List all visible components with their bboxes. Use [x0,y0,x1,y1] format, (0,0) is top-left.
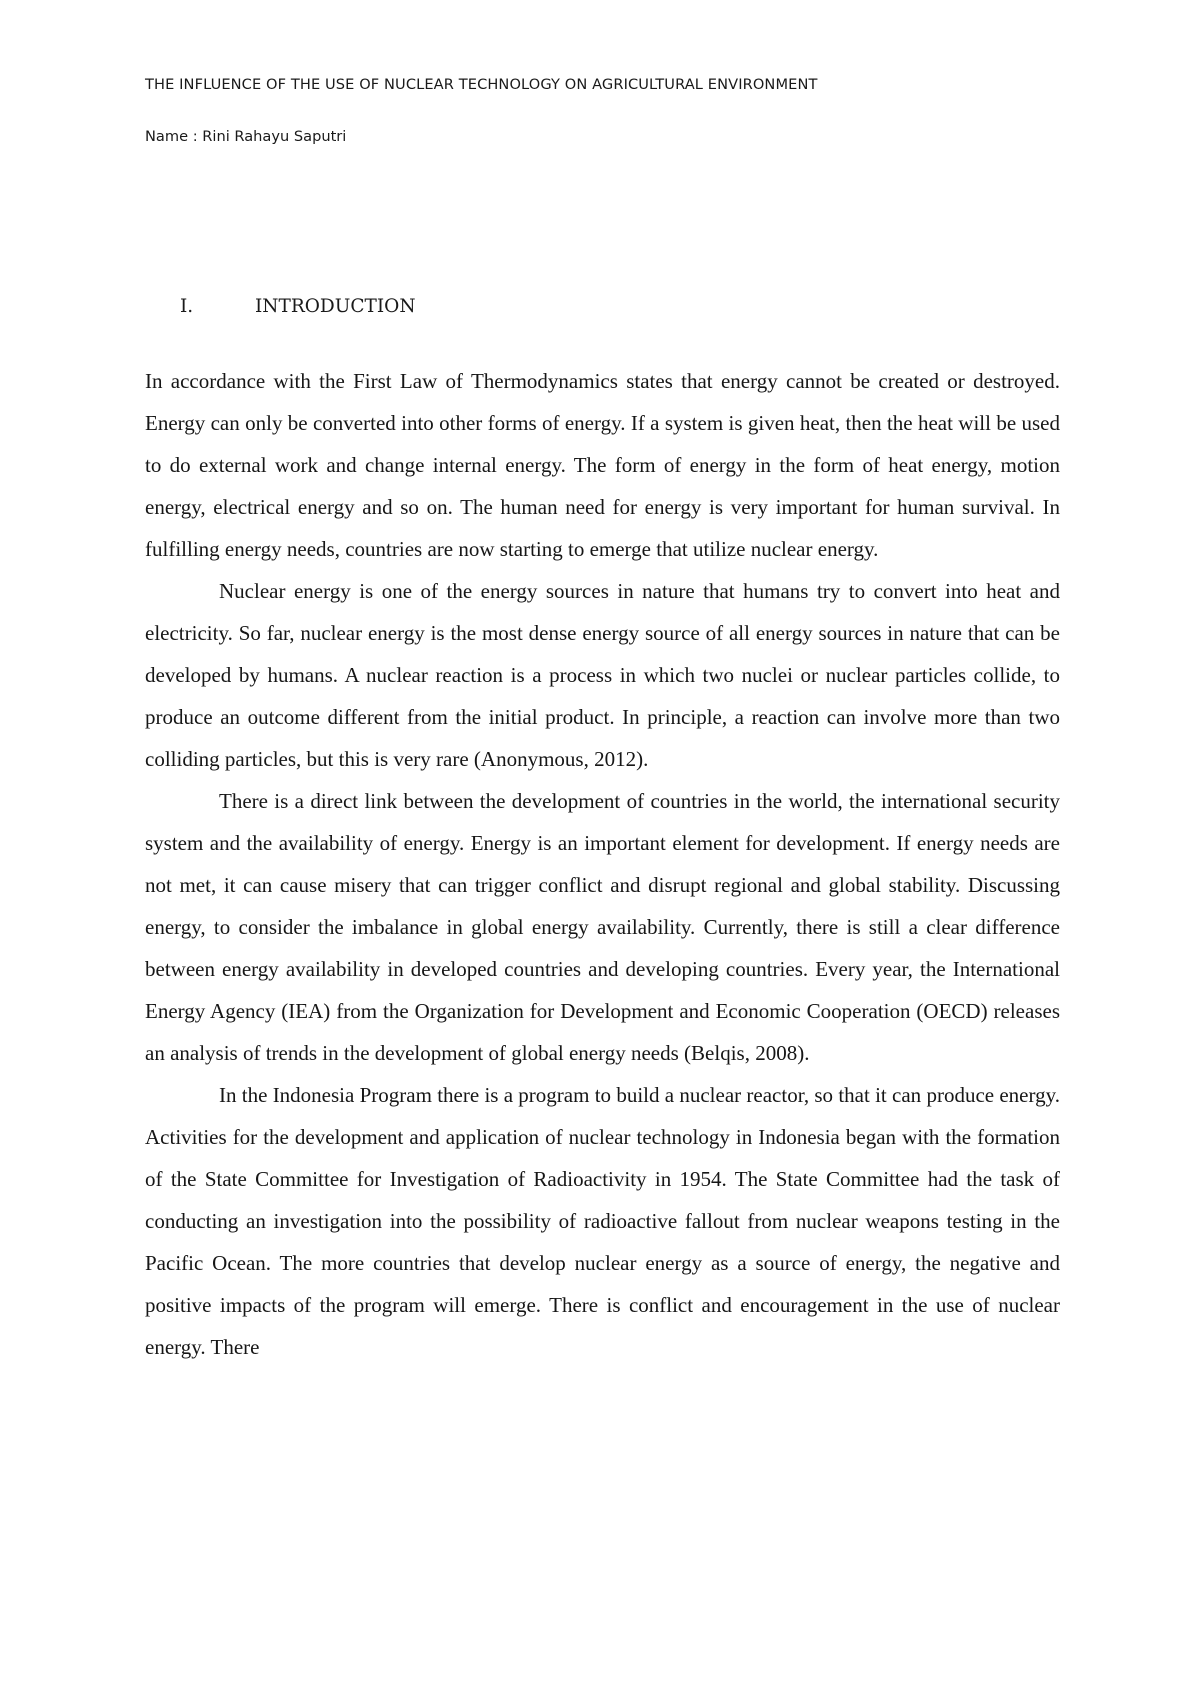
section-number: I. [180,296,194,317]
paragraph-3: There is a direct link between the development of countries in the world, the international security system and the availability of energy. Energy is an important element for development. If energy needs are not met, it can cause misery that can trigger conflict and disrupt regional and global stability. Discussing energy, to consider the imbalance in global energy availability. Currently, there is still a clear difference between energy availability in developed countries and developing countries. Every year, the International Energy Agency (IEA) from the Organization for Development and Economic Cooperation (OECD) releases an analysis of trends in the development of global energy needs (Belqis, 2008). [145,789,1060,1065]
section-heading [180,296,416,317]
paragraph-2: Nuclear energy is one of the energy sources in nature that humans try to convert into heat and electricity. So far, nuclear energy is the most dense energy source of all energy sources in nature that can be developed by humans. A nuclear reaction is a process in which two nuclei or nuclear particles collide, to produce an outcome different from the initial product. In principle, a reaction can involve more than two colliding particles, but this is very rare (Anonymous, 2012). [145,579,1060,771]
section-title: INTRODUCTION [255,296,416,317]
author-name: Name : Rini Rahayu Saputri [145,128,347,145]
document-title: THE INFLUENCE OF THE USE OF NUCLEAR TECHNOLOGY ON AGRICULTURAL ENVIRONMENT [145,76,818,93]
body-text [145,360,1060,1368]
paragraph-4: In the Indonesia Program there is a program to build a nuclear reactor, so that it can produce energy. Activities for the development and application of nuclear technology in Indonesia began with the formation of the State Committee for Investigation of Radioactivity in 1954. The State Committee had the task of conducting an investigation into the possibility of radioactive fallout from nuclear weapons testing in the Pacific Ocean. The more countries that develop nuclear energy as a source of energy, the negative and positive impacts of the program will emerge. There is conflict and encouragement in the use of nuclear energy. There [145,1083,1060,1359]
paragraph-1: In accordance with the First Law of Thermodynamics states that energy cannot be created or destroyed. Energy can only be converted into other forms of energy. If a system is given heat, then the heat will be used to do external work and change internal energy. The form of energy in the form of heat energy, motion energy, electrical energy and so on. The human need for energy is very important for human survival. In fulfilling energy needs, countries are now starting to emerge that utilize nuclear energy. [145,369,1060,561]
